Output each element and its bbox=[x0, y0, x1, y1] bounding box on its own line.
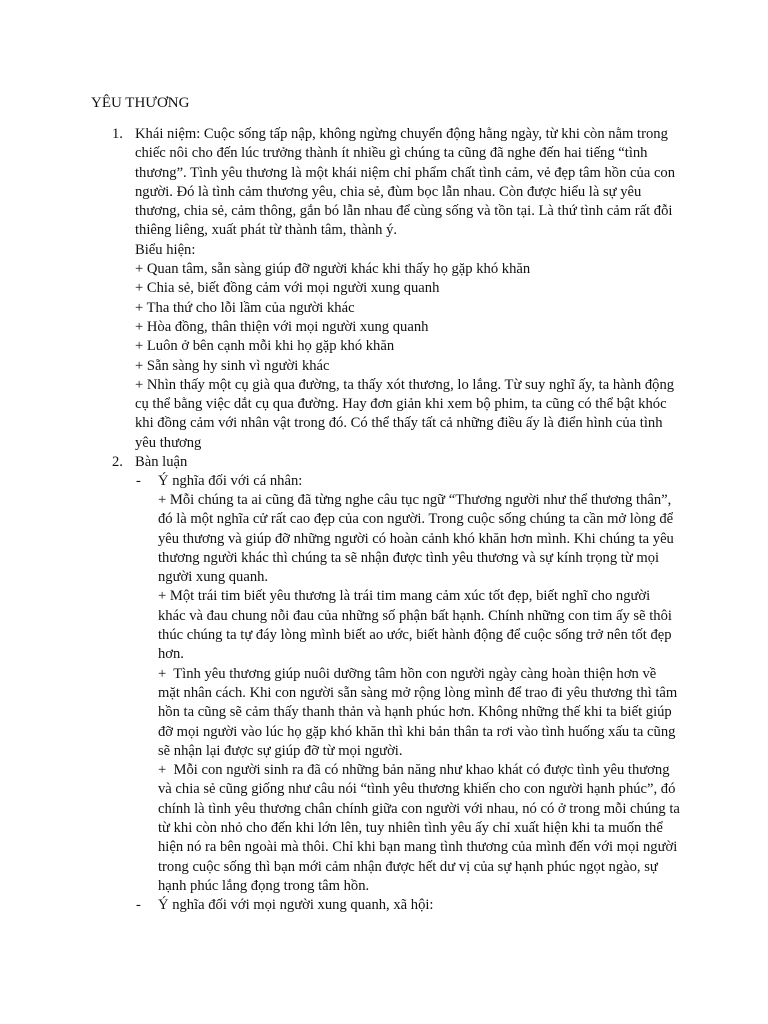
manifest-item: + Tha thứ cho lỗi lầm của người khác bbox=[135, 299, 355, 316]
section-1-body bbox=[135, 125, 680, 453]
sub-1-paragraph: + Mỗi con người sinh ra đã có những bản năng như khao khát có được tình yêu thương và chia sẻ cũng giống như câu nói “tình yêu thương khiến cho con người hạnh phúc”, đó chính là tình yêu thương chân chính giữa con người với nhau, nó có ở trong mỗi chúng ta từ khi còn nhỏ cho đến khi lớn lên, tuy nhiên tình yêu ấy chỉ xuất hiện khi ta muốn thể hiện nó ra bên ngoài mà thôi. Chỉ khi bạn mang tình thương của mình đến với mọi người trong cuộc sống thì bạn mới cảm nhận được hết dư vị của sự hạnh phúc ngọt ngào, sự hạnh phúc lắng đọng trong tâm hồn. bbox=[158, 762, 684, 894]
sub-2-heading: Ý nghĩa đối với mọi người xung quanh, xã hội: bbox=[158, 897, 434, 913]
manifest-item: + Quan tâm, sẵn sàng giúp đỡ người khác khi thấy họ gặp khó khăn bbox=[135, 261, 531, 278]
section-2-heading: Bàn luận bbox=[135, 454, 188, 470]
sub-2-dash: - bbox=[136, 897, 141, 913]
manifest-item: + Chia sẻ, biết đồng cảm với mọi người xung quanh bbox=[135, 280, 440, 297]
manifest-item: + Hòa đồng, thân thiện với mọi người xung quanh bbox=[135, 318, 429, 335]
manifest-item: + Sẵn sàng hy sinh vì người khác bbox=[135, 357, 330, 374]
document-title: YÊU THƯƠNG bbox=[91, 95, 190, 111]
sub-1-paragraph: + Một trái tim biết yêu thương là trái tim mang cảm xúc tốt đẹp, biết nghĩ cho người khác và đau chung nỗi đau của những số phận bất hạnh. Chính những con tim ấy sẽ thôi thúc chúng ta tự đáy lòng mình biết ao ước, biết hành động để cuộc sống trở nên tốt đẹp hơn. bbox=[158, 588, 676, 663]
manifest-item: + Nhìn thấy một cụ già qua đường, ta thấy xót thương, lo lắng. Từ suy nghĩ ấy, ta hành động cụ thể bằng việc dắt cụ qua đường. Hay đơn giản khi xem bộ phim, ta cũng có thể bật khóc khi đồng cảm với nhân vật trong đó. Có thể thấy tất cả những điều ấy là điển hình của tình yêu thương bbox=[135, 376, 675, 451]
section-1-number: 1. bbox=[112, 126, 123, 142]
manifest-item: + Luôn ở bên cạnh mỗi khi họ gặp khó khăn bbox=[135, 338, 395, 355]
sub-1-dash: - bbox=[136, 473, 141, 489]
definition-paragraph: Khái niệm: Cuộc sống tấp nập, không ngừng chuyển động hằng ngày, từ khi còn nằm trong chiếc nôi cho đến lúc trưởng thành ít nhiều gì chúng ta cũng đã nghe đến hai tiếng “tình thương”. Tình yêu thương là một khái niệm chỉ phẩm chất tình cảm, vẻ đẹp tâm hồn của con người. Đó là tình cảm thương yêu, chia sẻ, đùm bọc lẫn nhau. Còn được hiểu là sự yêu thương, chia sẻ, cảm thông, gắn bó lẫn nhau để cùng sống và tồn tại. Là thứ tình cảm rất đỗi thiêng liêng, xuất phát từ thành tâm, thành ý. bbox=[135, 126, 676, 239]
sub-1-body bbox=[158, 491, 684, 896]
manifest-label: Biểu hiện: bbox=[135, 241, 196, 258]
sub-1-heading: Ý nghĩa đối với cá nhân: bbox=[158, 473, 303, 489]
sub-1-paragraph: + Tình yêu thương giúp nuôi dưỡng tâm hồn con người ngày càng hoàn thiện hơn về mặt nhân cách. Khi con người sẵn sàng mở rộng lòng mình để trao đi yêu thương thì tâm hồn ta cũng sẽ cảm thấy thanh thản và hạnh phúc hơn. Không những thế khi ta biết giúp đỡ mọi người vào lúc họ gặp khó khăn thì khi bản thân ta rơi vào tình huống xấu ta cũng sẽ nhận lại được sự giúp đỡ từ mọi người. bbox=[158, 665, 681, 759]
sub-1-paragraph: + Mỗi chúng ta ai cũng đã từng nghe câu tục ngữ “Thương người như thể thương thân”, đó là một nghĩa cử rất cao đẹp của con người. Trong cuộc sống chúng ta cần mở lòng để yêu thương và giúp đỡ những người có hoàn cảnh khó khăn hơn mình. Khi chúng ta yêu thương người khác thì chúng ta sẽ nhận được tình yêu thương và sự kính trọng từ mọi người xung quanh. bbox=[158, 492, 678, 586]
section-2-number: 2. bbox=[112, 454, 123, 470]
